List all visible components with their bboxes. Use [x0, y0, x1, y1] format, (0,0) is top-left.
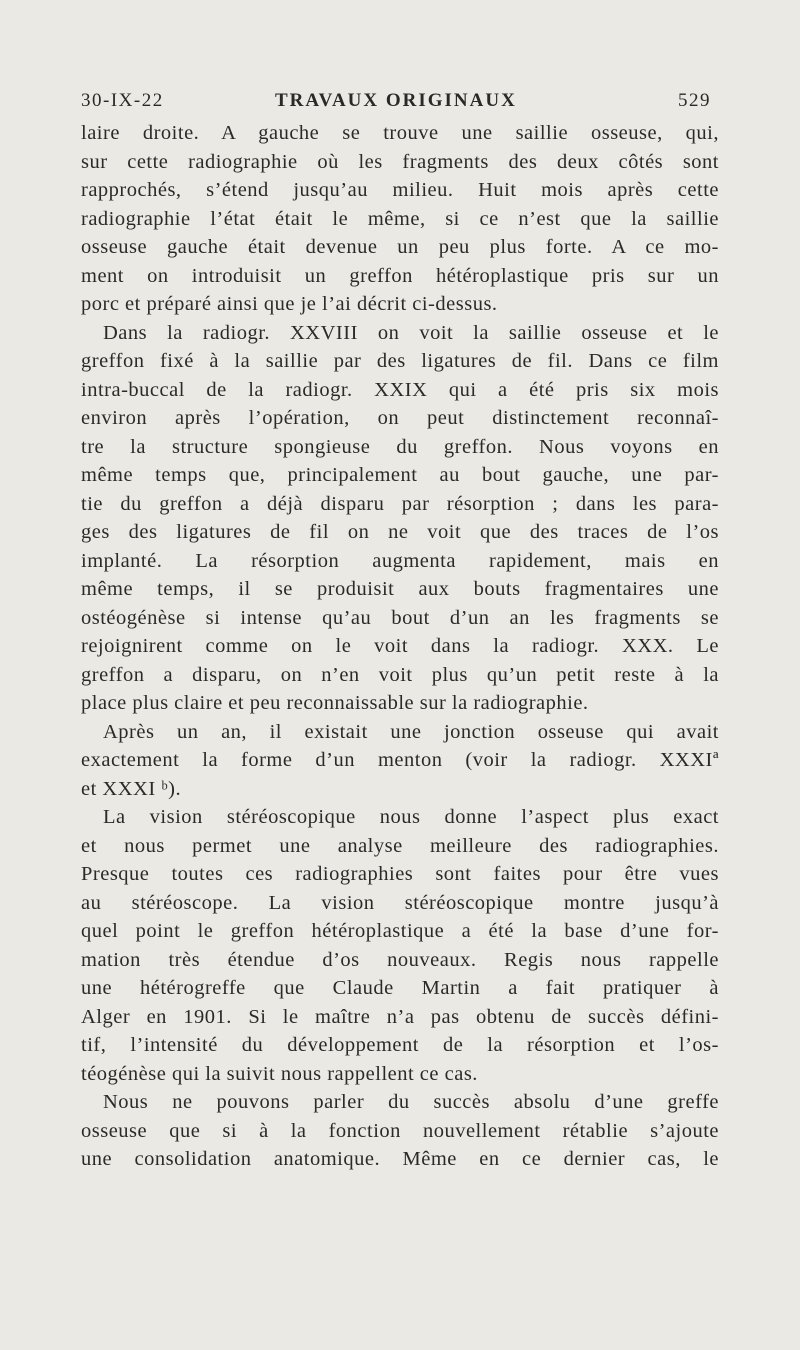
- text-line: Dans la radiogr. XXVIII on voit la saillie osseuse et le: [103, 321, 719, 344]
- text-line: tif, l’intensité du développement de la résorption et l’os-: [81, 1034, 719, 1056]
- text-line: au stéréoscope. La vision stéréoscopique montre jusqu’à: [81, 891, 719, 914]
- text-line: osseuse que si à la fonction nouvellement rétablie s’ajoute: [81, 1119, 719, 1142]
- text-line: Alger en 1901. Si le maître n’a pas obtenu de succès défini-: [81, 1005, 719, 1028]
- text-line: radiographie l’état était le même, si ce n’est que la saillie: [81, 207, 719, 230]
- text-line: téogénèse qui la suivit nous rappellent ce cas.: [81, 1062, 478, 1085]
- text-line: tre la structure spongieuse du greffon. Nous voyons en: [81, 435, 719, 458]
- text-line: Nous ne pouvons parler du succès absolu d’une greffe: [103, 1091, 719, 1113]
- text-line: mation très étendue d’os nouveaux. Regis nous rappelle: [81, 948, 719, 971]
- text-line: une consolidation anatomique. Même en ce dernier cas, le: [81, 1148, 719, 1170]
- text-line: greffon fixé à la saillie par des ligatures de fil. Dans ce film: [81, 350, 719, 372]
- text-line: Presque toutes ces radiographies sont faites pour être vues: [81, 863, 719, 885]
- text-line: greffon a disparu, on n’en voit plus qu’un petit reste à la: [81, 663, 719, 686]
- text-line: rapprochés, s’étend jusqu’au milieu. Huit mois après cette: [81, 179, 719, 201]
- text-line: tie du greffon a déjà disparu par résorption ; dans les para-: [81, 492, 719, 515]
- text-line: porc et préparé ainsi que je l’ai décrit ci-dessus.: [81, 293, 498, 315]
- text-line: même temps que, principalement au bout gauche, une par-: [81, 464, 719, 486]
- text-line: même temps, il se produisit aux bouts fragmentaires une: [81, 578, 719, 600]
- body-text: [81, 119, 719, 1174]
- text-line: implanté. La résorption augmenta rapidement, mais en: [81, 549, 719, 572]
- text-line: La vision stéréoscopique nous donne l’aspect plus exact: [103, 806, 719, 828]
- text-line: exactement la forme d’un menton (voir la radiogr. XXXIª: [81, 749, 719, 771]
- text-line: intra-buccal de la radiogr. XXIX qui a été pris six mois: [81, 378, 719, 401]
- header-date: 30-IX-22: [81, 90, 164, 111]
- text-line: ostéogénèse si intense qu’au bout d’un an les fragments se: [81, 606, 719, 629]
- text-line: place plus claire et peu reconnaissable sur la radiographie.: [81, 692, 589, 714]
- text-line: ment on introduisit un greffon hétéroplastique pris sur un: [81, 264, 719, 287]
- text-line: sur cette radiographie où les fragments des deux côtés sont: [81, 150, 719, 173]
- text-line: et nous permet une analyse meilleure des radiographies.: [81, 834, 719, 857]
- text-line: Après un an, il existait une jonction osseuse qui avait: [103, 720, 719, 743]
- text-line: une hétérogreffe que Claude Martin a fait pratiquer à: [81, 977, 719, 999]
- text-line: rejoignirent comme on le voit dans la radiogr. XXX. Le: [81, 635, 719, 657]
- text-line: quel point le greffon hétéroplastique a été la base d’une for-: [81, 920, 719, 942]
- text-line: laire droite. A gauche se trouve une saillie osseuse, qui,: [81, 122, 719, 144]
- page-number: 529: [678, 90, 711, 111]
- text-line: ges des ligatures de fil on ne voit que des traces de l’os: [81, 521, 719, 543]
- text-line: et XXXI ᵇ).: [81, 777, 182, 800]
- running-header: [81, 90, 719, 120]
- header-title: TRAVAUX ORIGINAUX: [275, 90, 517, 111]
- text-line: osseuse gauche était devenue un peu plus forte. A ce mo-: [81, 236, 719, 258]
- text-line: environ après l’opération, on peut distinctement reconnaî-: [81, 407, 719, 429]
